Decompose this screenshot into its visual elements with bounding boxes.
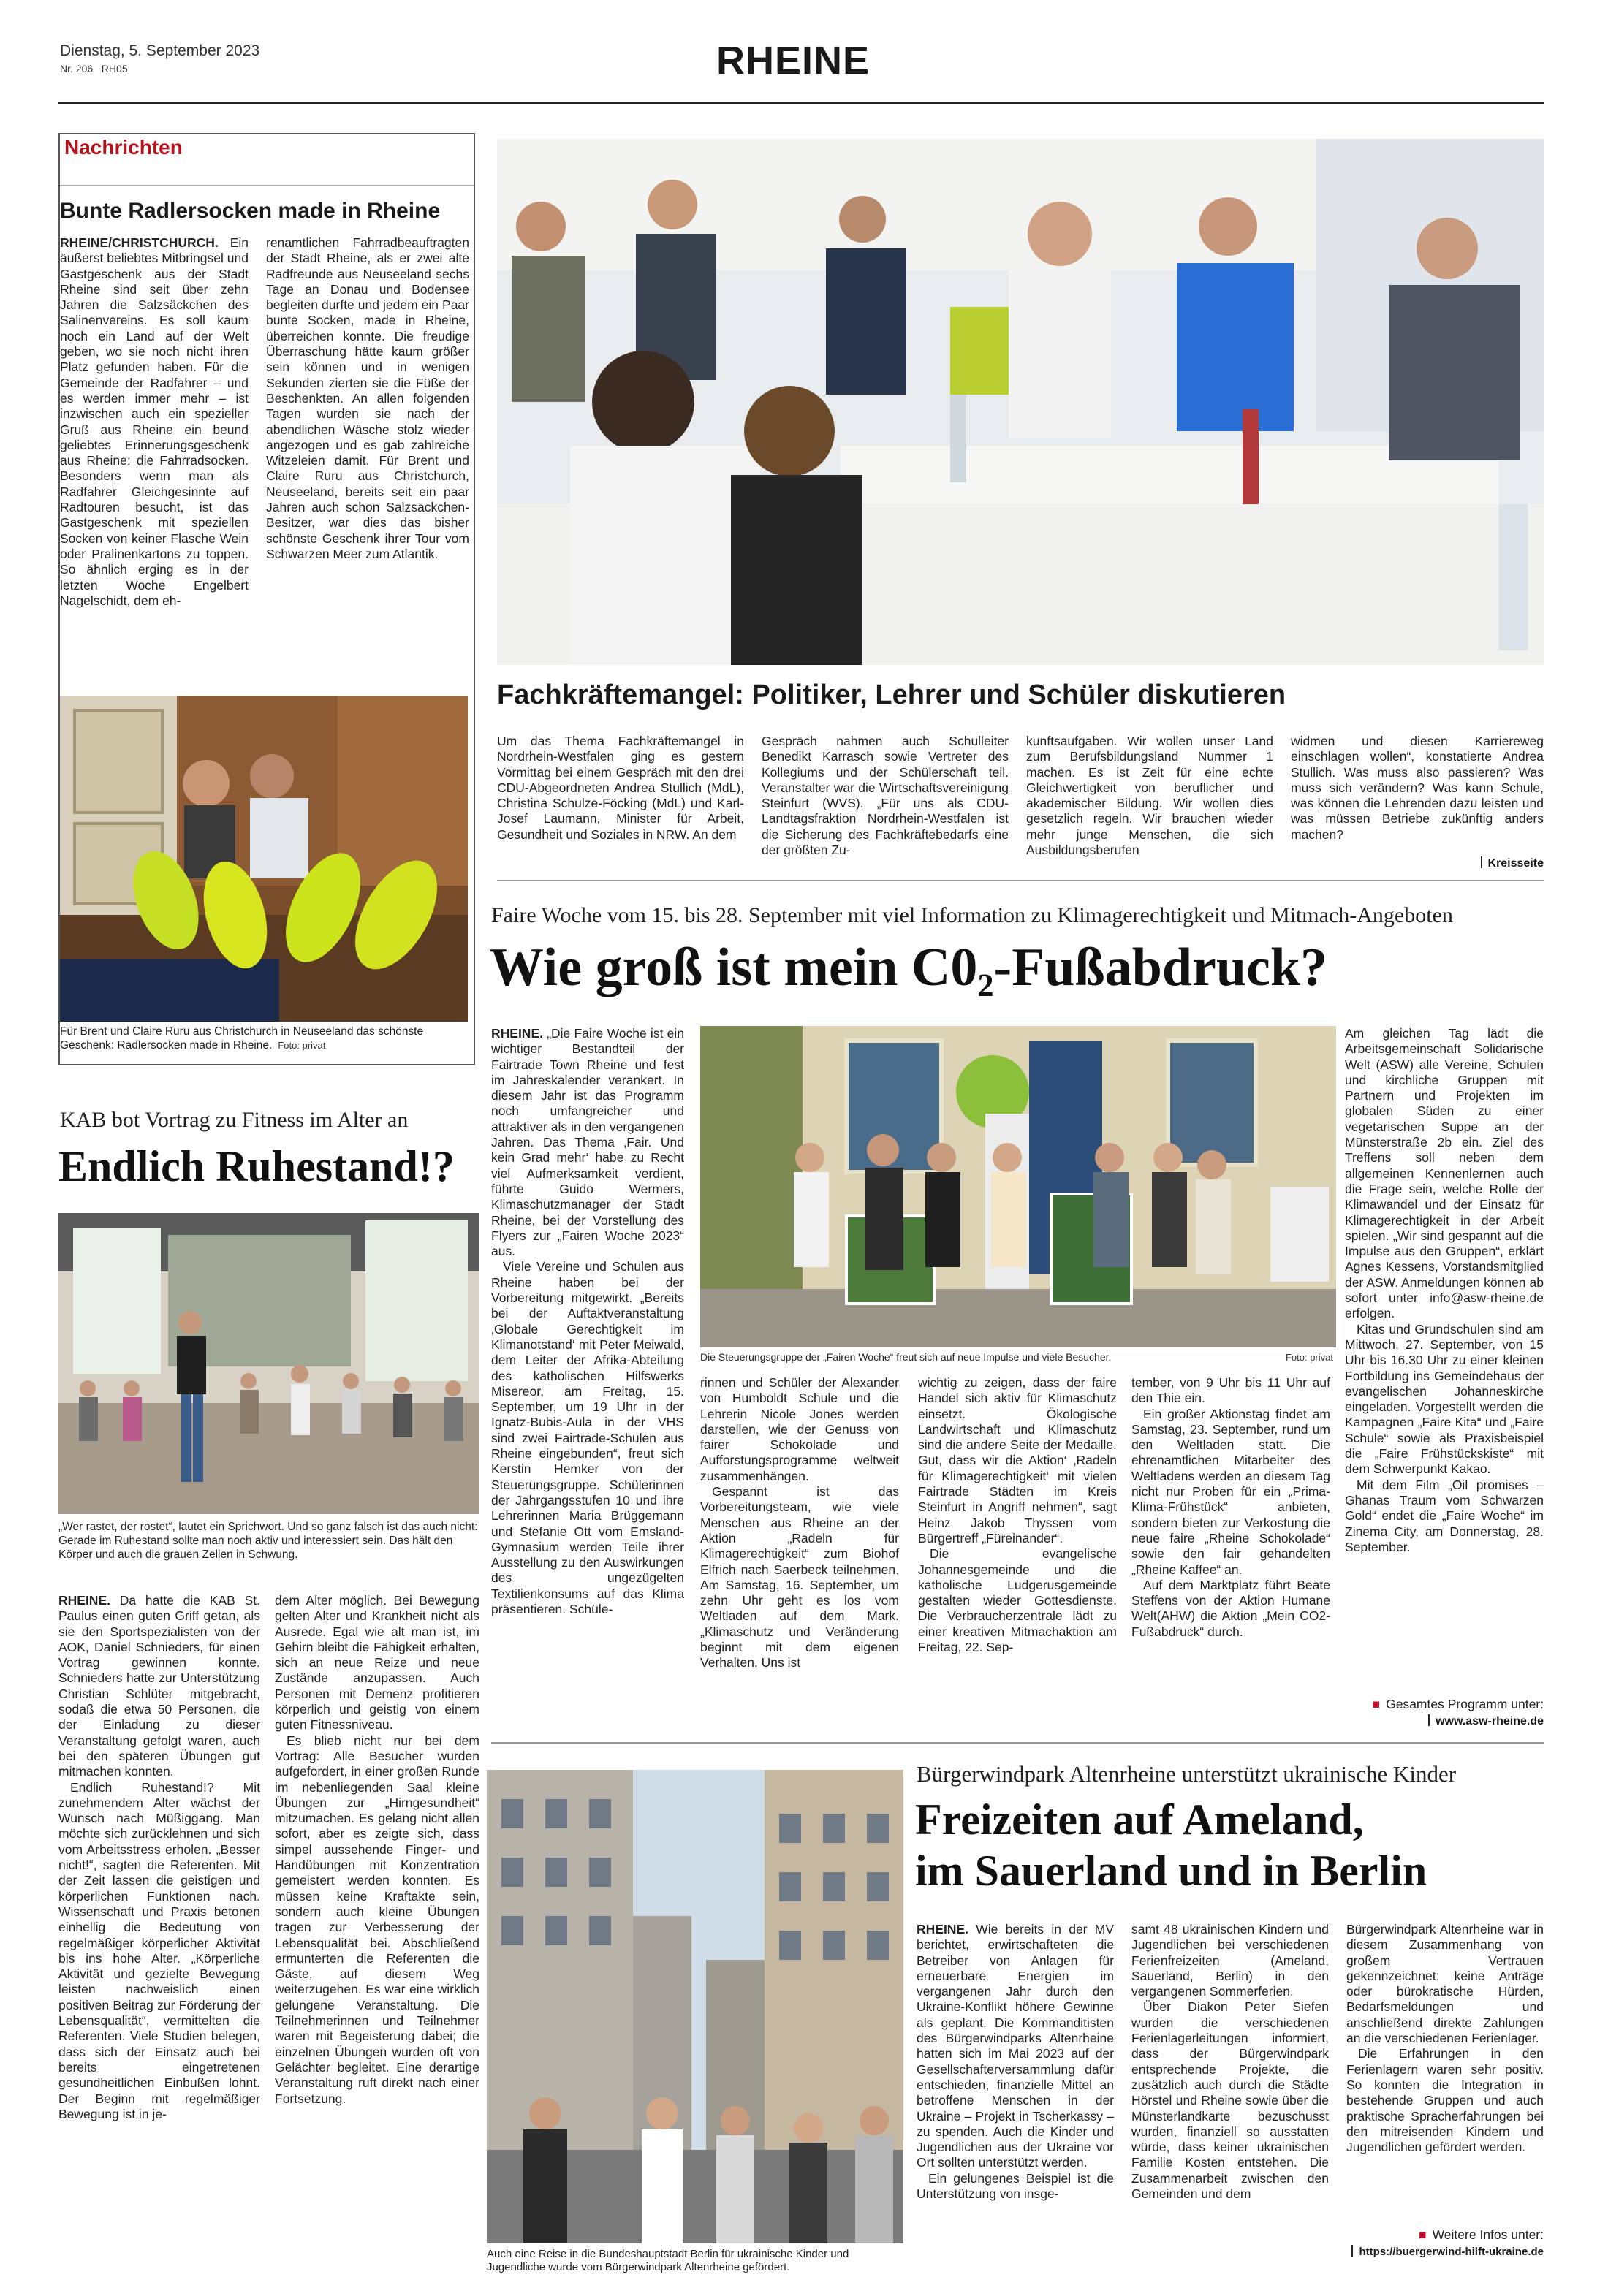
kab-kicker: KAB bot Vortrag zu Fitness im Alter an bbox=[60, 1108, 409, 1132]
buergerwind-col1: RHEINE. Wie bereits in der MV berichtet, erwirtschafteten die Betreiber von Anlagen für erneuerbare Energien im vergangenen Jahr durch den Ukraine-Konflikt höhere Gewinne als geplant. Die Kommanditisten des Bürgerwindparks Altenrheine hatten sich im Mai 2023 auf der Gesellschafterversammlung dafür entschieden, finanzielle Mittel an betroffene Menschen in der Ukraine – Projekt in Tscherkassy – zu spenden. Auch die Kinder und Jugendlichen aus der Ukraine vor Ort sollten unterstützt werden. Ein gelungenes Beispiel ist die Unterstützung von insge- bbox=[917, 1922, 1114, 2202]
fairewoche-divider bbox=[491, 1742, 1544, 1744]
socks-caption-text: Für Brent und Claire Ruru aus Christchurch in Neuseeland das schönste Geschenk: Radlersocken made in Rheine. bbox=[60, 1025, 424, 1052]
fairewoche-col1: RHEINE. „Die Faire Woche ist ein wichtiger Bestandteil der Fairtrade Town Rheine und fest im Jahreskalender verankert. In diesem Jahr ist das Programm noch umfangreicher und attraktiver als in den vergangenen Jahren. Das Thema ‚Fair. Und kein Grad mehr‘ habe zu Recht viel Aufmerksamkeit verdient, führte Guido Wermers, Klimaschutzmanager der Stadt Rheine, bei der Vorstellung des Flyers zur „Fairen Woche 2023“ aus. Viele Vereine und Schulen aus Rheine haben bei der Vorbereitung mitgewirkt. „Bereits bei der Auftaktveranstaltung ‚Globale Gerechtigkeit im Klimanotstand‘ mit Peter Meiwald, dem Leiter der Afrika-Abteilung des katholischen Hilfswerks Misereor, am Freitag, 15. September, um 19 Uhr in der Ignatz-Bubis-Aula in der VHS sind zwei Fairtrade-Schulen aus Rheine eingebunden“, freut sich Kerstin Hemker von der Steuerungsgruppe. Schülerinnen der Jahrgangsstufen 10 und ihre Lehrerinnen Maria Brüggemann und Stefanie Ott vom Emsland-Gymnasium werden Teile ihrer Ausstellung zu den Auswirkungen des ungezügelten Textilienkonsums auf das Klima präsentieren. Schüle- bbox=[491, 1026, 684, 1616]
fairewoche-info-url bbox=[1345, 1714, 1544, 1728]
fachkraefte-col4: widmen und diesen Karriereweg einschlagen wollen“, konstatierte Andrea Stullich. Was muss also passieren? Was muss sich verändern? Was kann Schule, was können die Lehrenden dazu leisten und was müssen Betriebe zukünftig anders machen? bbox=[1291, 734, 1544, 842]
source-bar bbox=[1428, 1714, 1430, 1726]
buergerwind-headline-1: Freizeiten auf Ameland, bbox=[915, 1795, 1364, 1844]
news-article-col2: renamtlichen Fahrradbeauftragten der Stadt Rheine, als er zwei alte Radfreunde aus Neuseeland sechs Tage an Donau und Bodensee begleiten durfte und jedem ein Paar bunte Socken, made in Rheine, überreichen konnte. Die freudige Überraschung hätte kaum größer sein können und in wenigen Sekunden zierten sie die Füße der Beschenkten. An allen folgenden Tagen wurden sie nach der abendlichen Wäsche stolz wieder angezogen und es gab zahlreiche Witzeleien damit. Für Brent und Claire Ruru aus Christchurch, Neuseeland, bereits seit ein paar Jahren auch schon Salzsäckchen-Besitzer, war dies das bisher schönste Geschenk ihrer Tour vom Schwarzen Meer zum Atlantik. bbox=[266, 235, 469, 561]
buergerwind-col2: samt 48 ukrainischen Kindern und Jugendlichen bei verschiedenen Ferienfreizeiten (Ameland, Sauerland, Berlin) in den vergangenen Sommerferien. Über Diakon Peter Siefen wurden die verschiedenen Ferienlagerleitungen informiert, dass der Bürgerwindpark entsprechende Projekte, die zusätzlich auch durch die Städte Hörstel und Rheine sowie über die Münsterlandkarte bezuschusst wurden, finanziell so ausstatten würde, dass keiner ukrainischen Familie Kosten entstehen. Die Zusammenarbeit zwischen den Gemeinden und dem bbox=[1131, 1922, 1329, 2202]
fachkraefte-divider bbox=[497, 880, 1544, 881]
news-article-title: Bunte Radlersocken made in Rheine bbox=[60, 199, 441, 223]
buergerwind-info-url bbox=[1346, 2245, 1544, 2258]
fairewoche-kicker: Faire Woche vom 15. bis 28. September mit viel Information zu Klimagerechtigkeit und Mitmach-Angeboten bbox=[491, 903, 1453, 927]
fairewoche-photo bbox=[700, 1026, 1336, 1347]
section-title: RHEINE bbox=[716, 39, 871, 83]
kab-col2: dem Alter möglich. Bei Bewegung gelten Alter und Krankheit nicht als Ausrede. Egal wie alt man ist, im Gehirn bleibt die Fähigkeit erhalten, sich an neue Reize und neue Zustände anzupassen. Auch Personen mit Demenz profitieren körperlich und geistig von einem guten Fitnessniveau. Es blieb nicht nur bei dem Vortrag: Alle Besucher wurden aufgefordert, in einer großen Runde im nebenliegenden Saal kleine Übungen zur „Hirngesundheit“ mitzumachen. Es gelang nicht allen sofort, aber es zeigte sich, dass simpel aussehende Finger- und Handübungen mit Konzentration gemeistert werden konnten. Es müssen keine Kraftakte sein, sondern auch kleine Übungen tragen zur Verbesserung der Lebensqualität bei. Abschließend ermunterten die Referenten die Gäste, auf diesem Weg weiterzugehen. Es war eine wirklich gelungene Veranstaltung. Die Teilnehmerinnen und Teilnehmer waren mit Begeisterung dabei; die einzelnen Übungen wurden oft von Gelächter begleitet. Eine derartige Veranstaltung ruft direkt nach einer Fortsetzung. bbox=[275, 1593, 479, 2106]
fachkraefte-headline: Fachkräftemangel: Politiker, Lehrer und Schüler diskutieren bbox=[497, 680, 1286, 710]
fachkraefte-source-text: Kreisseite bbox=[1487, 857, 1544, 870]
fachkraefte-col1: Um das Thema Fachkräftemangel in Nordrhein-Westfalen ging es gestern Vormittag bei einem Gespräch mit den drei CDU-Abgeordneten Andrea Stullich (MdL), Christina Schulze-Föcking (MdL) und Karl-Josef Laumann, Minister für Arbeit, Gesundheit und Soziales in NRW. An dem bbox=[497, 734, 744, 842]
fairewoche-col2: rinnen und Schüler der Alexander von Humboldt Schule und die Lehrerin Nicole Jones werden darstellen, wie der Genuss von fairer Schokolade und Aufforstungsprogramme weltweit zusammenhängen. Gespannt ist das Vorbereitungsteam, wie viele Menschen aus Rheine an der Aktion „Radeln für Klimagerechtigkeit“ zum Biohof Elfrich nach Saerbeck teilnehmen. Am Samstag, 16. September, um zehn Uhr geht es los vom Weltladen auf dem Mark. „Klimaschutz und Veränderung beginnt mit dem eigenen Verhalten. Uns ist bbox=[700, 1375, 899, 1670]
buergerwind-headline-2: im Sauerland und in Berlin bbox=[915, 1847, 1427, 1895]
kab-caption: „Wer rastet, der rostet“, lautet ein Sprichwort. Und so ganz falsch ist das auch nicht: Gerade im Ruhestand sollte man noch aktiv und interessiert sein. Das hält den Körper und auch die grauen Zellen in Schwung. bbox=[58, 1521, 478, 1561]
source-bar bbox=[1351, 2245, 1353, 2257]
fachkraefte-col2: Gespräch nahmen auch Schulleiter Benedikt Karrasch sowie Vertreter des Kollegiums und der Schülerschaft teil. Veranstalter war die Wirtschaftsvereinigung Steinfurt (WVS). „Für uns als CDU-Landtagsfraktion Nordrhein-Westfalen ist die Sicherung des Fachkräftebedarfs eine der größten Zu- bbox=[762, 734, 1009, 858]
fairewoche-caption-text: Die Steuerungsgruppe der „Fairen Woche“ freut sich auf neue Impulse und viele Besucher. bbox=[700, 1351, 1112, 1363]
berlin-photo bbox=[487, 1770, 903, 2243]
fairewoche-info-url-text: www.asw-rheine.de bbox=[1436, 1715, 1544, 1727]
socks-photo bbox=[60, 696, 468, 1022]
fairewoche-col4: tember, von 9 Uhr bis 11 Uhr auf den Thie ein. Ein großer Aktionstag findet am Samstag, 23. September, rund um den Weltladen statt. Die ehrenamtlichen Mitarbeiter des Weltladens werden an diesem Tag nicht nur Proben für ein „Prima-Klima-Frühstück“ anbieten, sondern bieten zur Verkostung die neue faire „Rheine Schokolade“ sowie den fair gehandelten „Rheine Kaffee“ an. Auf dem Marktplatz führt Beate Steffens von der Aktion Humane Welt(AHW) die Aktion „Mein CO2- Fußabdruck“ durch. bbox=[1131, 1375, 1330, 1639]
fairewoche-col3: wichtig zu zeigen, dass der faire Handel sich aktiv für Klimaschutz einsetzt. Ökologische Landwirtschaft und Klimaschutz sind die andere Seite der Medaille. Gut, dass wir die Aktion‘ ‚Radeln für Klimagerechtigkeit‘ mit vielen Fairtrade Städten im Kreis Steinfurt in Angriff nehmen“, sagt Heinz Jakob Thyssen vom Bürgertreff „Füreinander“. Die evangelische Johannesgemeinde und die katholische Ludgerusgemeinde gestalten wieder Gottesdienste. Die Verbraucherzentrale lädt zu einer kreativen Mitmachaktion am Freitag, 22. Sep- bbox=[918, 1375, 1117, 1655]
masthead-date: Dienstag, 5. September 2023 bbox=[60, 42, 260, 59]
info-bullet: ■ bbox=[1419, 2227, 1427, 2242]
source-bar bbox=[1481, 856, 1482, 868]
fachkraefte-col3: kunftsaufgaben. Wir wollen unser Land zum Berufsbildungsland Nummer 1 machen. Es ist Zeit für eine echte Gleichwertigkeit von beruflicher und akademischer Bildung. Wir wollen dies gesetzlich regeln. Wir brauchen wieder mehr junge Menschen, die sich Ausbildungsberufen bbox=[1026, 734, 1273, 858]
news-box-label: Nachrichten bbox=[64, 136, 183, 159]
info-bullet: ■ bbox=[1372, 1697, 1381, 1711]
masthead-rule bbox=[58, 102, 1544, 104]
fairewoche-headline: Wie groß ist mein C0₂-Fußabdruck? bbox=[490, 938, 1328, 997]
buergerwind-info-label-text: Weitere Infos unter: bbox=[1432, 2227, 1544, 2242]
masthead-issue: Nr. 206 RH05 bbox=[60, 63, 128, 75]
kab-col1: RHEINE. Da hatte die KAB St. Paulus einen guten Griff getan, als sie den Sportspezialisten von der AOK, Daniel Schnieders, für einen Vortrag gewinnen konnte. Schnieders hatte zur Unterstützung Christian Schlüter mitgebracht, sodaß die etwa 50 Personen, die der Einladung zu dieser Veranstaltung gefolgt waren, auch bei den späteren Übungen gut mitmachen konnten. Endlich Ruhestand!? Mit zunehmendem Alter wächst der Wunsch nach Müßiggang. Man möchte sich zurücklehnen und sich vom Arbeitsstress erholen. „Besser nicht!“, sagten die Referenten. Mit der Zeit lassen die geistigen und körperlichen Funktionen nach. Wissenschaft und Praxis betonen einhellig die Bedeutung von regelmäßiger körperlicher Aktivität bis ins hohe Alter. „Körperliche Aktivität und gezielte Bewegung leisten nachweislich einen positiven Beitrag zur Förderung der Lebensqualität“, vermittelten die Referenten. Viele Studien belegen, dass sich der Einsatz auch bei bereits eingetretenen gesundheitlichen Einbußen lohnt. Der Beginn mit regelmäßiger Bewegung ist in je- bbox=[58, 1593, 260, 2121]
fairewoche-caption bbox=[700, 1350, 1336, 1366]
fairewoche-col5: Am gleichen Tag lädt die Arbeitsgemeinschaft Solidarische Welt (ASW) alle Vereine, Schulen und kirchliche Gruppen mit Partnern und Projekten im globalen Süden zu einer vegetarischen Suppe an der Münsterstraße 2b ein. Ziel des Treffens soll neben dem allgemeinen Kennenlernen auch die Frage sein, welche Rolle der Klimawandel und der Einsatz für Klimagerechtigkeit in der Arbeit spielen. „Wir sind gespannt auf die Impulse aus den Gruppen“, erklärt Agnes Kessens, Vorstandsmitglied der ASW. Anmeldungen können ab sofort unter info@asw-rheine.de erfolgen. Kitas und Grundschulen sind am Mittwoch, 27. September, von 15 Uhr bis 16.30 Uhr zu einer kleinen Fortbildung ins Gemeindehaus der evangelischen Johanneskirche eingeladen. Vorgestellt werden die Kampagnen „Faire Kita“ und „Faire Schule“ sowie als Praxisbeispiel die „Faire Frühstückskiste“ mit dem Schwerpunkt Kakao. Mit dem Film „Oil promises – Ghanas Traum vom Schwarzen Gold“ endet die „Faire Woche“ im Zinema City, am Donnerstag, 28. September. bbox=[1345, 1026, 1544, 1554]
socks-caption bbox=[60, 1025, 469, 1057]
kab-headline: Endlich Ruhestand!? bbox=[58, 1142, 455, 1190]
fairewoche-credit: Foto: privat bbox=[1285, 1352, 1333, 1363]
kab-photo bbox=[58, 1213, 479, 1514]
buergerwind-col3: Bürgerwindpark Altenrheine war in diesem Zusammenhang von großem Vertrauen gekennzeichnet: keine Anträge oder bürokratische Hürden, Bedarfsmeldungen und anschließend direkte Zahlungen an die verschiedenen Ferienlager. Die Erfahrungen in den Ferienlagern waren sehr positiv. So konnten die Integration in bestehende Gruppen und auch praktische Spracherfahrungen bei den mitreisenden Kindern und Jugendlichen gefördert werden. bbox=[1346, 1922, 1544, 2155]
fachkraefte-photo bbox=[497, 139, 1544, 665]
fachkraefte-source bbox=[1389, 856, 1544, 870]
news-article-col1: RHEINE/CHRISTCHURCH. Ein äußerst beliebtes Mitbringsel und Gastgeschenk aus der Stadt Rheine sind seit über zehn Jahren die Salzsäckchen des Salinenvereins. Es soll kaum noch ein Land auf der Welt geben, wo sie noch nicht ihren Platz gefunden haben. Für die Gemeinde der Radfahrer – und es werden immer mehr – ist inzwischen auch ein spezieller Gruß aus Rheine ein beund geliebtes Erinnerungsgeschenk aus Rheine: die Fahrradsocken. Besonders wenn man als Radfahrer Gleichgesinnte auf Radtouren besucht, ist das Gastgeschenk mit speziellen Socken von keiner Flasche Wein oder Pralinenkartons zu toppen. So ähnlich erging es in der letzten Woche Engelbert Nagelschidt, dem eh- bbox=[60, 235, 249, 608]
fairewoche-info-label-text: Gesamtes Programm unter: bbox=[1386, 1697, 1544, 1711]
buergerwind-info-label bbox=[1346, 2227, 1544, 2245]
buergerwind-kicker: Bürgerwindpark Altenrheine unterstützt ukrainische Kinder bbox=[917, 1761, 1457, 1787]
berlin-caption: Auch eine Reise in die Bundeshauptstadt Berlin für ukrainische Kinder und Jugendliche wurde vom Bürgerwindpark Altenrheine gefördert. bbox=[487, 2248, 849, 2273]
buergerwind-info-url-text: https://buergerwind-hilft-ukraine.de bbox=[1359, 2246, 1544, 2258]
socks-photo-credit: Foto: privat bbox=[278, 1040, 326, 1051]
fairewoche-info-label bbox=[1345, 1697, 1544, 1714]
